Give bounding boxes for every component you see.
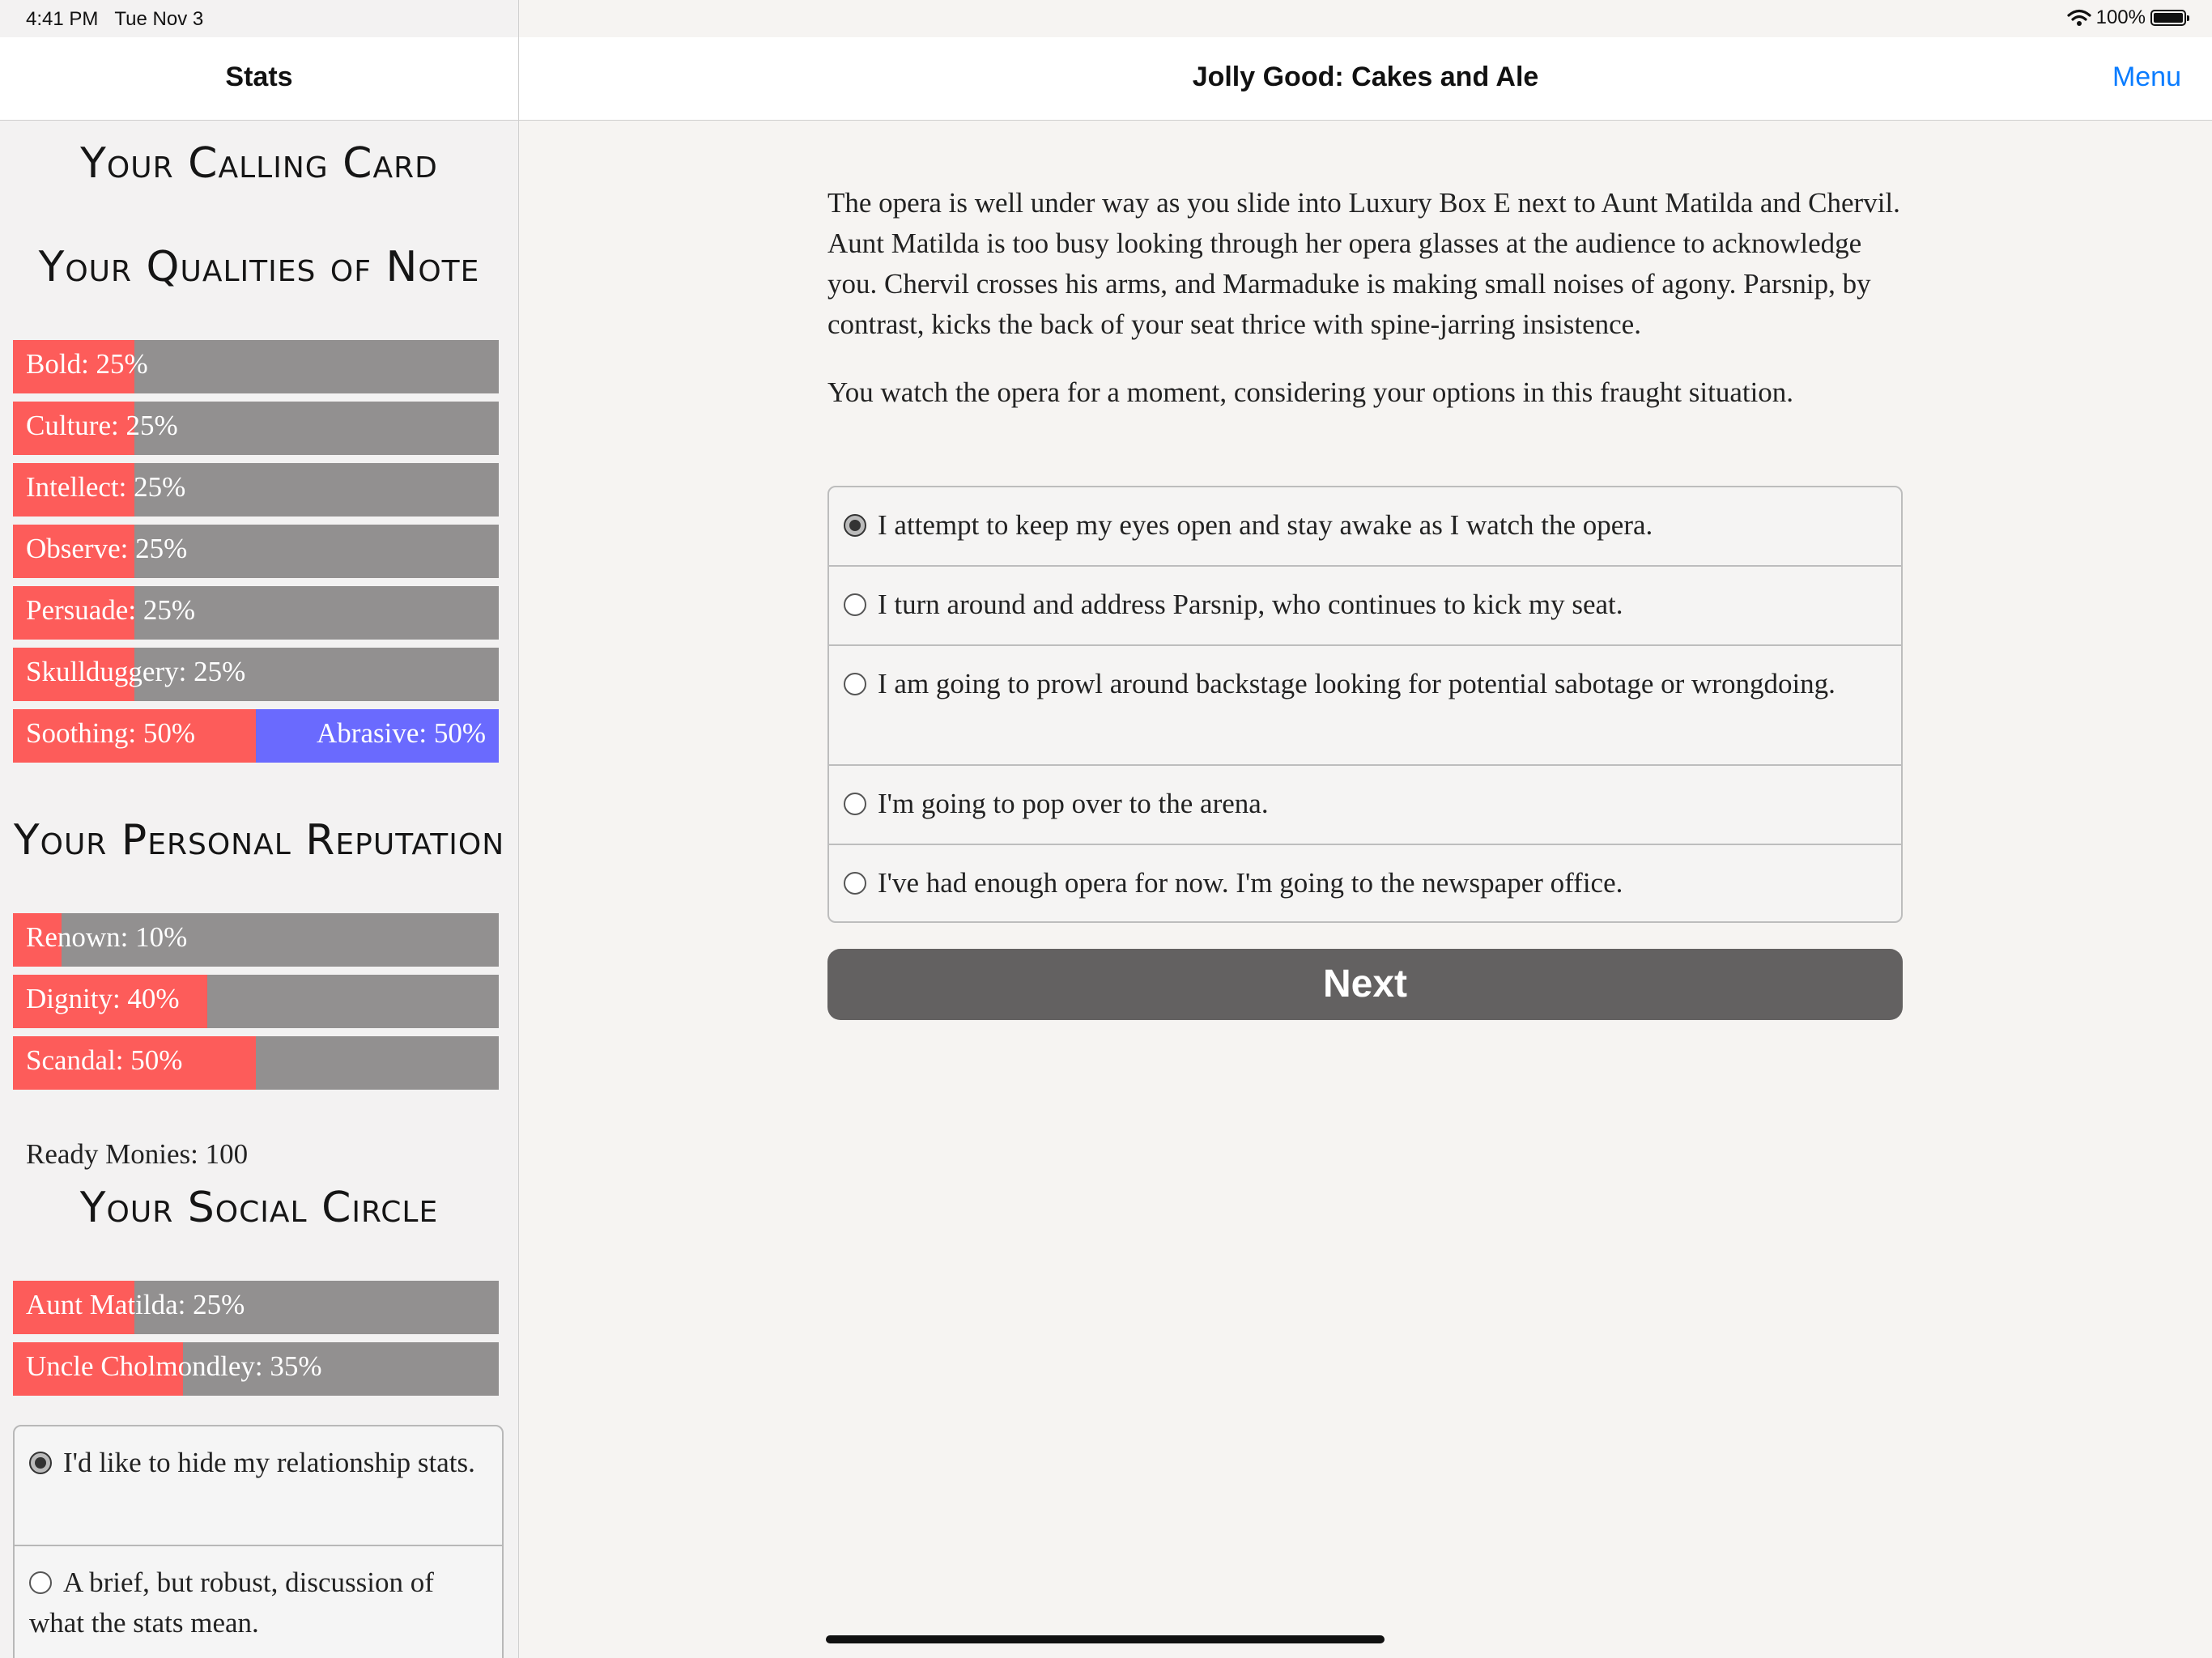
- stat-bar-label: Culture: 25%: [26, 410, 178, 441]
- story-paragraph: You watch the opera for a moment, considering your options in this fraught situation.: [827, 376, 1794, 408]
- status-clock: 4:41 PM: [26, 8, 99, 30]
- choice-text: I am going to prowl around backstage looking for potential sabotage or wrongdoing.: [878, 668, 1836, 699]
- social-circle-heading: Your Social Circle: [79, 1184, 439, 1232]
- stat-bar-intellect: [13, 463, 499, 517]
- menu-button[interactable]: Menu: [2112, 62, 2181, 92]
- battery-percent: 100%: [2095, 6, 2146, 28]
- stat-bar-skullduggery: [13, 648, 499, 701]
- next-button[interactable]: Next: [827, 949, 1903, 1020]
- stat-bar-scandal: [13, 1036, 499, 1090]
- stat-bar-persuade: [13, 586, 499, 640]
- sidebar-option-list: [13, 1425, 504, 1658]
- story-paragraph: The opera is well under way as you slide into Luxury Box E next to Aunt Matilda and Chervil. Aunt Matilda is too busy looking through her opera glasses at the audience to acknowledge you. Chervil crosses his arms, and Marmaduke is making small noises of agony. Parsnip, by contrast, kicks the back of your seat thrice with spine-jarring insistence.: [827, 187, 1900, 340]
- radio-icon[interactable]: [844, 593, 866, 616]
- opposed-bar-soothing-abrasive: [13, 709, 499, 763]
- radio-icon[interactable]: [29, 1571, 52, 1594]
- option-text: A brief, but robust, discussion of what the stats mean.: [29, 1567, 434, 1639]
- status-bar: [0, 0, 2212, 37]
- home-indicator[interactable]: [826, 1635, 1385, 1643]
- stat-bar-label: Observe: 25%: [26, 533, 188, 564]
- ready-monies: Ready Monies: 100: [26, 1138, 249, 1170]
- stat-bar-label: Dignity: 40%: [26, 983, 180, 1014]
- choice-option-4[interactable]: [829, 766, 1901, 845]
- radio-selected-icon[interactable]: [844, 514, 866, 537]
- radio-selected-icon[interactable]: [29, 1452, 52, 1474]
- stat-bar-aunt-matilda: [13, 1281, 499, 1334]
- choice-list: [827, 486, 1903, 923]
- stat-bar-uncle-cholmondley: [13, 1342, 499, 1396]
- choice-option-5[interactable]: [829, 845, 1901, 923]
- stat-bar-label: Renown: 10%: [26, 921, 188, 953]
- choice-text: I attempt to keep my eyes open and stay awake as I watch the opera.: [878, 509, 1653, 541]
- stat-bar-label: Aunt Matilda: 25%: [26, 1289, 245, 1320]
- stat-bar-dignity: [13, 975, 499, 1028]
- option-text: I'd like to hide my relationship stats.: [63, 1447, 475, 1478]
- story-text: [827, 183, 1904, 440]
- stat-bar-label: Scandal: 50%: [26, 1044, 183, 1076]
- status-time: [26, 8, 203, 31]
- stat-bar-bold: [13, 340, 499, 393]
- status-indicators: [2067, 6, 2186, 29]
- choice-text: I turn around and address Parsnip, who continues to kick my seat.: [878, 589, 1623, 620]
- stats-sidebar: [0, 0, 519, 1658]
- stat-bar-culture: [13, 402, 499, 455]
- choice-option-1[interactable]: [829, 487, 1901, 567]
- choice-text: I'm going to pop over to the arena.: [878, 788, 1269, 819]
- radio-icon[interactable]: [844, 673, 866, 695]
- page-title: Jolly Good: Cakes and Ale: [1192, 62, 1539, 92]
- stat-bar-label: Intellect: 25%: [26, 471, 186, 503]
- sidebar-title: Stats: [225, 62, 293, 92]
- stat-bar-label: Uncle Cholmondley: 35%: [26, 1350, 322, 1382]
- stat-bar-label: Persuade: 25%: [26, 594, 195, 626]
- radio-icon[interactable]: [844, 872, 866, 895]
- sidebar-option-discussion[interactable]: [15, 1546, 502, 1658]
- choice-option-2[interactable]: [829, 567, 1901, 646]
- sidebar-option-hide-stats[interactable]: [15, 1426, 502, 1546]
- choice-option-3[interactable]: [829, 646, 1901, 766]
- calling-card-heading: Your Calling Card: [80, 139, 438, 188]
- radio-icon[interactable]: [844, 793, 866, 815]
- stat-bar-observe: [13, 525, 499, 578]
- stat-bar-label: Bold: 25%: [26, 348, 148, 380]
- stat-bar-label: Skullduggery: 25%: [26, 656, 246, 687]
- stat-bar-renown: [13, 913, 499, 967]
- battery-icon: [2150, 10, 2186, 26]
- wifi-icon: [2067, 9, 2091, 27]
- soothing-label: Soothing: 50%: [26, 717, 196, 749]
- status-date: Tue Nov 3: [114, 8, 204, 30]
- abrasive-label: Abrasive: 50%: [317, 717, 486, 749]
- reputation-heading: Your Personal Reputation: [13, 816, 505, 865]
- qualities-heading: Your Qualities of Note: [38, 243, 480, 291]
- choice-text: I've had enough opera for now. I'm going to the newspaper office.: [878, 867, 1623, 899]
